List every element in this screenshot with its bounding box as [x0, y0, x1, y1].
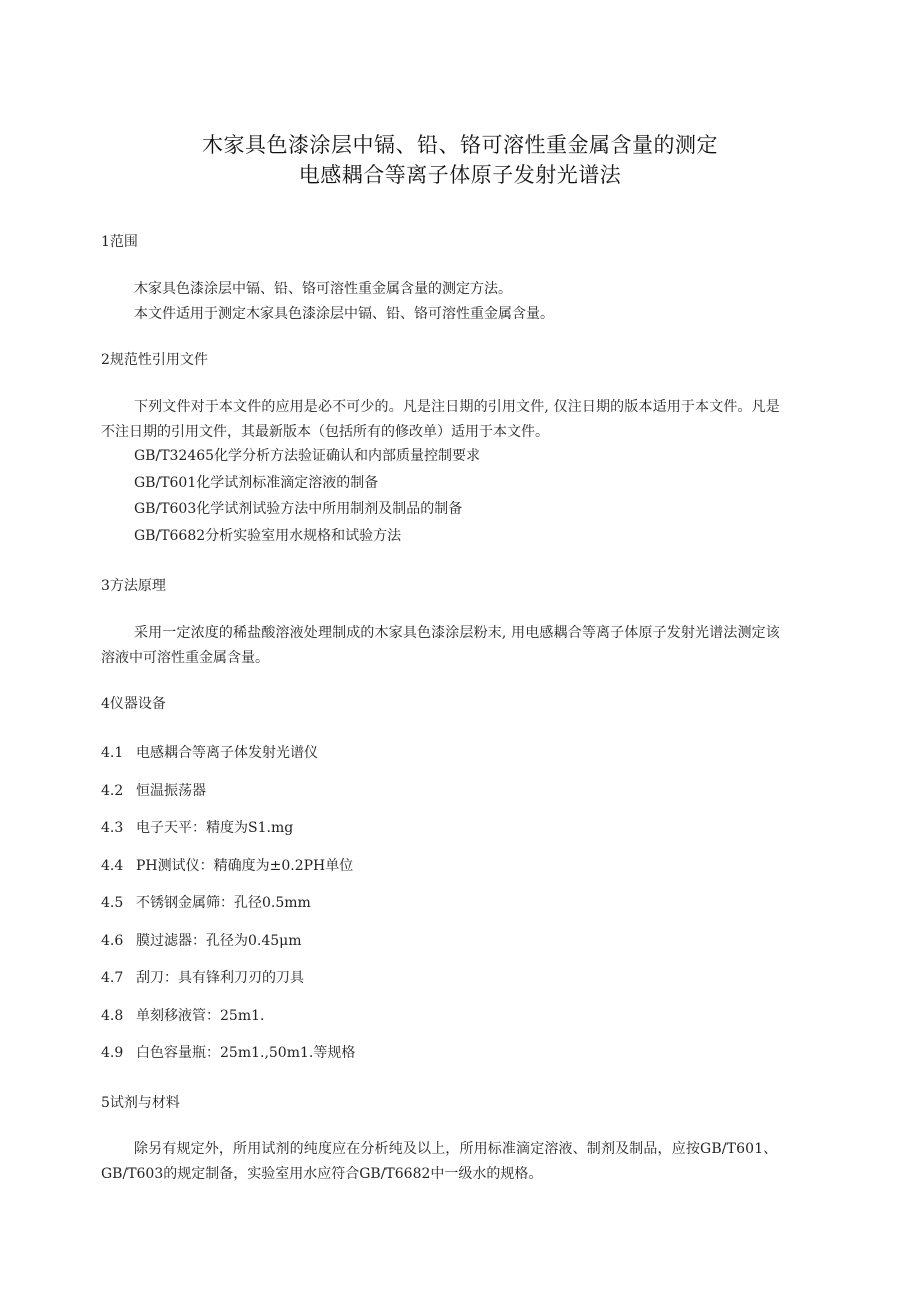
apparatus-item	[101, 931, 302, 951]
apparatus-item	[101, 1043, 355, 1063]
paragraph-continuation: 不注日期的引用文件，其最新版本（包括所有的修改单）适用于本文件。	[101, 424, 549, 440]
item-text: PH测试仪：精确度为±0.2PH单位	[136, 858, 354, 874]
paragraph-continuation: 溶液中可溶性重金属含量。	[101, 650, 269, 666]
apparatus-item	[101, 743, 318, 763]
item-text: 恒温振荡器	[136, 783, 206, 799]
section-heading-principle: 3方法原理	[101, 578, 166, 594]
reference-item: GB/T601化学试剂标准滴定溶液的制备	[134, 475, 379, 491]
apparatus-item	[101, 781, 206, 801]
item-text: 白色容量瓶：25m1.,50m1.等规格	[136, 1045, 356, 1061]
item-text: 不锈钢金属筛：孔径0.5mm	[136, 895, 311, 911]
paragraph: 下列文件对于本文件的应用是必不可少的。凡是注日期的引用文件, 仅注日期的版本适用于本文件。凡是	[134, 399, 780, 415]
item-number: 4.9	[101, 1045, 124, 1061]
paragraph: 采用一定浓度的稀盐酸溶液处理制成的木家具色漆涂层粉末, 用电感耦合等离子体原子发射光谱法测定该	[134, 625, 780, 641]
item-text: 单刻移液管：25m1.	[136, 1008, 265, 1024]
item-number: 4.3	[101, 820, 124, 836]
reference-item: GB/T6682分析实验室用水规格和试验方法	[134, 528, 402, 544]
item-number: 4.8	[101, 1008, 124, 1024]
item-number: 4.1	[101, 745, 124, 761]
apparatus-item	[101, 818, 293, 838]
paragraph: 木家具色漆涂层中镉、铅、铬可溶性重金属含量的测定方法。	[134, 281, 512, 297]
paragraph-continuation: GB/T603的规定制备，实验室用水应符合GB/T6682中一级水的规格。	[101, 1166, 543, 1182]
item-number: 4.2	[101, 783, 124, 799]
item-text: 电子天平：精度为S1.mg	[136, 820, 294, 836]
paragraph: 除另有规定外，所用试剂的纯度应在分析纯及以上，所用标准滴定溶液、制剂及制品，应按GB/T601、	[134, 1141, 778, 1157]
reference-item: GB/T603化学试剂试验方法中所用制剂及制品的制备	[134, 501, 463, 517]
item-number: 4.4	[101, 858, 124, 874]
item-text: 膜过滤器：孔径为0.45μm	[136, 933, 302, 949]
apparatus-item	[101, 968, 304, 988]
section-heading-scope: 1范围	[101, 234, 138, 250]
paragraph: 本文件适用于测定木家具色漆涂层中镉、铅、铬可溶性重金属含量。	[134, 306, 554, 322]
apparatus-item	[101, 893, 311, 913]
section-heading-reagents: 5试剂与材料	[101, 1095, 180, 1111]
document-title-line-1: 木家具色漆涂层中镉、铅、铬可溶性重金属含量的测定	[202, 133, 718, 157]
reference-item: GB/T32465化学分析方法验证确认和内部质量控制要求	[134, 448, 481, 464]
item-number: 4.6	[101, 933, 124, 949]
apparatus-item	[101, 1006, 264, 1026]
item-text: 电感耦合等离子体发射光谱仪	[136, 745, 318, 761]
section-heading-normative-references: 2规范性引用文件	[101, 352, 208, 368]
item-number: 4.7	[101, 970, 124, 986]
section-heading-apparatus: 4仪器设备	[101, 696, 166, 712]
apparatus-item	[101, 856, 353, 876]
document-title-line-2: 电感耦合等离子体原子发射光谱法	[298, 163, 622, 187]
item-number: 4.5	[101, 895, 124, 911]
item-text: 刮刀：具有锋利刀刃的刀具	[136, 970, 304, 986]
